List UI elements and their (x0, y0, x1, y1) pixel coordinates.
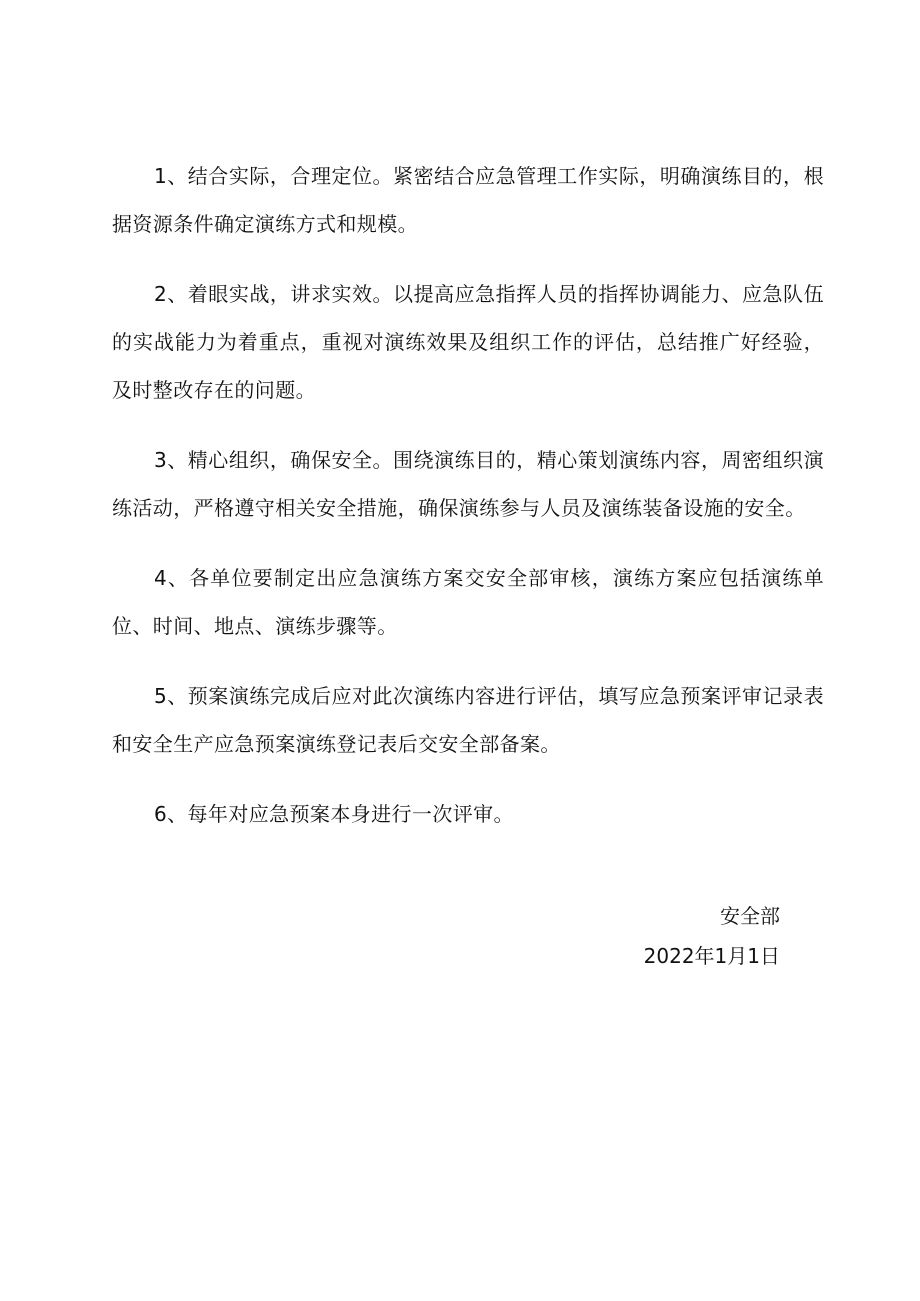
paragraph-5: 5、预案演练完成后应对此次演练内容进行评估，填写应急预案评审记录表和安全生产应急预案演练登记表后交安全部备案。 (112, 684, 824, 756)
paragraph-1: 1、结合实际，合理定位。紧密结合应急管理工作实际，明确演练目的，根据资源条件确定演练方式和规模。 (112, 164, 824, 236)
paragraph-3: 3、精心组织，确保安全。围绕演练目的，精心策划演练内容，周密组织演练活动，严格遵守相关安全措施，确保演练参与人员及演练装备设施的安全。 (112, 448, 824, 520)
signature-block (644, 896, 780, 976)
signature-date: 2022年1月1日 (643, 944, 780, 968)
paragraph-6: 6、每年对应急预案本身进行一次评审。 (154, 802, 514, 826)
signature-department: 安全部 (720, 904, 780, 928)
paragraph-4: 4、各单位要制定出应急演练方案交安全部审核，演练方案应包括演练单位、时间、地点、演练步骤等。 (112, 566, 824, 638)
paragraph-2: 2、着眼实战，讲求实效。以提高应急指挥人员的指挥协调能力、应急队伍的实战能力为着重点，重视对演练效果及组织工作的评估，总结推广好经验，及时整改存在的问题。 (112, 282, 824, 402)
document-body (112, 152, 824, 860)
